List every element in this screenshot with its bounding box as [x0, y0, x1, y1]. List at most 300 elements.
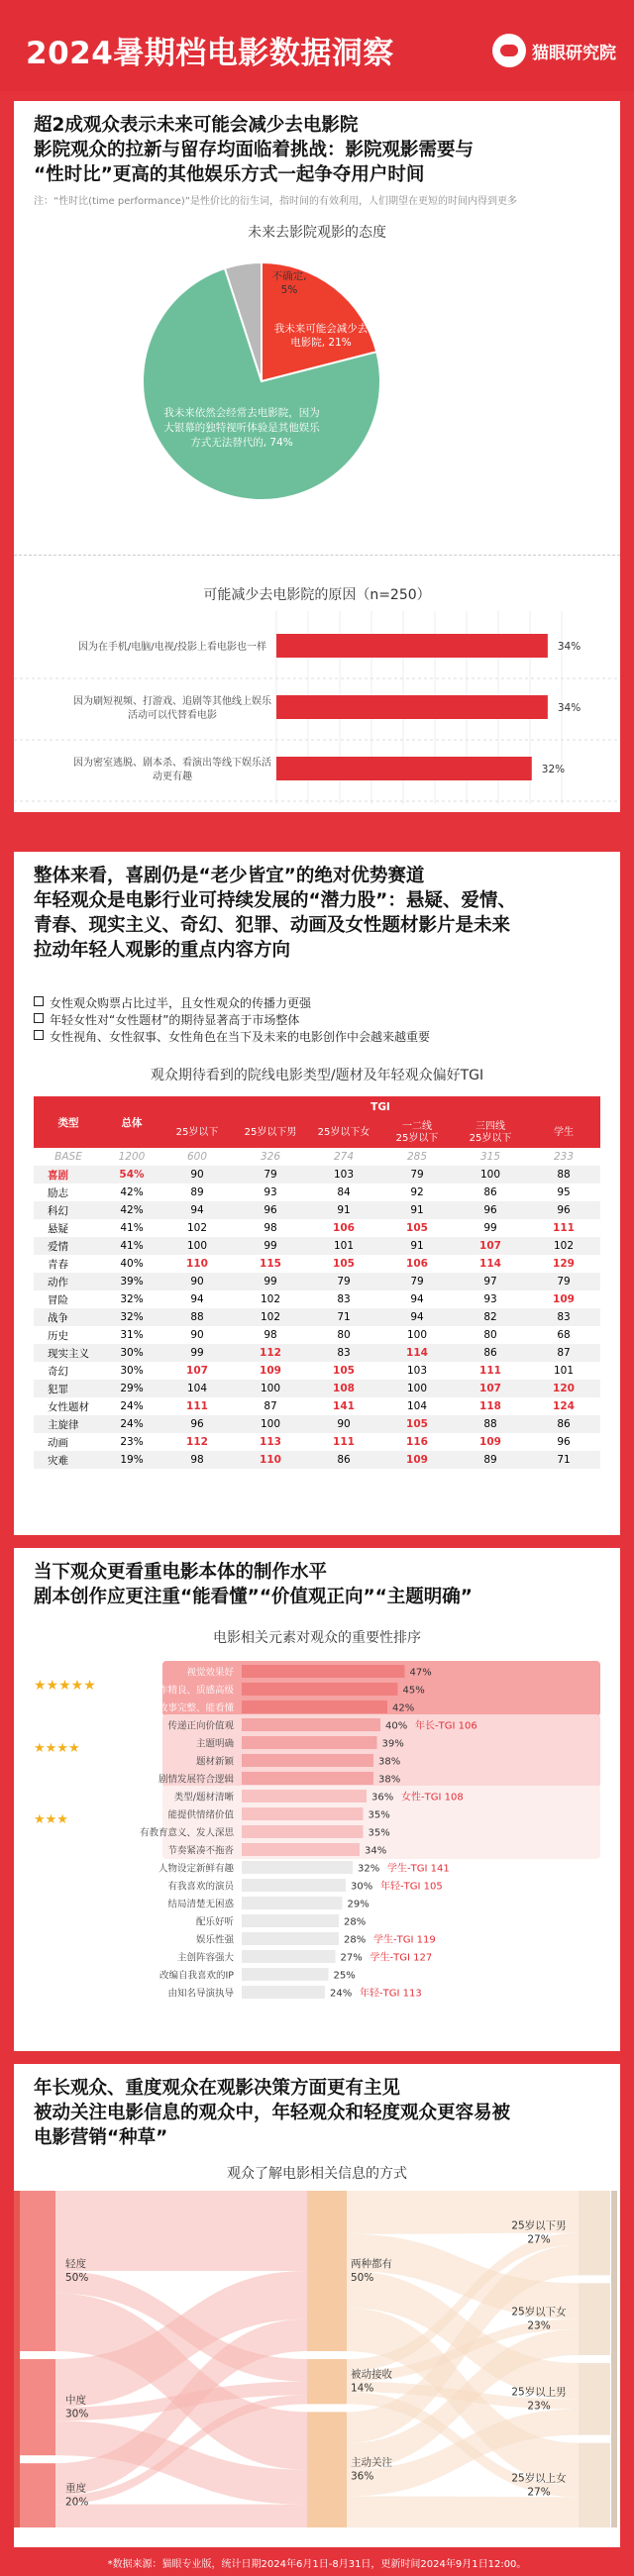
importance-value-17: [334, 1971, 356, 1982]
table-cell: 109: [380, 1451, 454, 1469]
table-cell: 103: [406, 1365, 428, 1377]
sankey-left-node-2: [16, 2463, 55, 2527]
importance-label-11: [158, 1863, 235, 1875]
sankey-right-node-1: [579, 2283, 610, 2355]
base-cell: 274: [333, 1151, 355, 1163]
table-cell: 动作: [34, 1273, 103, 1290]
importance-value-13: [348, 1900, 370, 1910]
table-cell: 战争: [34, 1308, 103, 1326]
importance-label-6-line: 剧情发展符合逻辑: [158, 1774, 234, 1786]
table-cell: 100: [160, 1237, 234, 1255]
sankey-right-label-3-line: 27%: [527, 2486, 551, 2499]
importance-bar-4: [242, 1736, 377, 1749]
pie-label-reduce-line: 我未来可能会减少去: [273, 323, 369, 335]
table-cell: 101: [307, 1237, 380, 1255]
table-cell: 灾难: [34, 1451, 103, 1469]
importance-bar-15: [242, 1932, 339, 1945]
table-cell: 102: [527, 1237, 600, 1255]
table-row: [34, 1201, 600, 1219]
table-cell: 99: [483, 1222, 497, 1234]
header-cell: 总体: [103, 1096, 160, 1148]
table-cell: 99: [234, 1273, 307, 1290]
importance-value-1-line: 45%: [402, 1685, 425, 1697]
importance-label-16-line: 主创阵容强大: [176, 1952, 234, 1964]
table-cell: 96: [557, 1436, 571, 1448]
pie-label-keep-line: 方式无法替代的, 74%: [190, 437, 293, 449]
table-cell: 100: [454, 1166, 527, 1184]
table-cell: 奇幻: [48, 1365, 68, 1378]
header-cell: 类型: [34, 1096, 103, 1148]
reason-chart-title: 可能减少去电影院的原因（n=250）: [203, 587, 431, 603]
importance-label-14: [196, 1916, 235, 1928]
table-cell: 111: [333, 1436, 355, 1448]
sankey-left-label-1-line: 中度: [65, 2394, 86, 2407]
reason-bar-0: [276, 634, 548, 658]
table-cell: 24%: [120, 1400, 144, 1412]
table-cell: 42%: [120, 1186, 144, 1198]
importance-label-3-line: 传递正向价值观: [167, 1720, 234, 1732]
importance-value-15-line: 28%: [344, 1934, 367, 1946]
table-row: [34, 1433, 600, 1451]
importance-label-7-line: 类型/题材清晰: [173, 1792, 234, 1803]
sankey-right-label-1-line: 23%: [527, 2319, 551, 2332]
tgi-table: [34, 1096, 600, 1469]
importance-label-1-line: 制作精良、质感高级: [149, 1685, 234, 1697]
table-row: [34, 1451, 600, 1469]
table-cell: 100: [406, 1329, 428, 1341]
importance-value-18: [330, 1989, 352, 2000]
table-cell: 喜剧: [34, 1166, 103, 1184]
importance-value-16: [341, 1953, 363, 1964]
importance-label-8-line: 能提供情绪价值: [167, 1809, 234, 1821]
table-cell: 109: [553, 1293, 575, 1305]
section2-title-line4: 拉动年轻人观影的重点内容方向: [34, 940, 291, 961]
table-row: [34, 1255, 600, 1273]
importance-value-1: [403, 1686, 425, 1697]
section1-title-line2: 影院观众的拉新与留存均面临着挑战：影院观影需要与: [34, 140, 475, 160]
importance-value-14: [344, 1917, 366, 1928]
importance-tgi-16-line: 学生-TGI 127: [370, 1952, 433, 1964]
table-cell: 113: [260, 1436, 281, 1448]
table-cell: 115: [260, 1258, 281, 1270]
table-cell: 89: [454, 1451, 527, 1469]
importance-tgi-12: [380, 1880, 443, 1893]
table-cell: 79: [234, 1166, 307, 1184]
table-cell: 111: [479, 1365, 501, 1377]
table-cell: 112: [234, 1344, 307, 1362]
importance-label-8: [167, 1809, 234, 1821]
importance-value-7: [371, 1793, 393, 1803]
importance-label-3: [167, 1720, 234, 1732]
importance-label-12: [167, 1881, 235, 1893]
table-cell: 79: [380, 1166, 454, 1184]
table-cell: 94: [160, 1201, 234, 1219]
table-cell: 105: [406, 1222, 428, 1234]
card-info-source: [14, 2064, 620, 2547]
importance-label-14-line: 配乐好听: [195, 1916, 234, 1928]
reason-label-0: [78, 640, 266, 653]
table-cell: 95: [557, 1186, 571, 1198]
section2-title-line3: 青春、现实主义、奇幻、犯罪、动画及女性题材影片是未来: [34, 915, 511, 936]
table-cell: 129: [553, 1258, 575, 1270]
importance-bar-9: [242, 1825, 364, 1838]
table-cell: 30%: [103, 1344, 160, 1362]
importance-label-12-line: 有我喜欢的演员: [167, 1881, 234, 1893]
importance-label-15-line: 娱乐性强: [195, 1934, 234, 1946]
header-tgi: TGI: [160, 1096, 600, 1118]
sankey-right-label-3-line: 25岁以上女: [511, 2472, 567, 2485]
importance-tgi-18-line: 年轻-TGI 113: [360, 1988, 422, 2000]
page-header: [0, 0, 634, 91]
table-cell: 31%: [120, 1329, 144, 1341]
table-cell: 励志: [48, 1186, 68, 1199]
table-cell: 82: [454, 1308, 527, 1326]
table-cell: 99: [234, 1237, 307, 1255]
footnote-time-performance: 注：“性时比(time performance)”是性价比的衍生词，指时间的有效利用，人们期望在更短的时间内得到更多: [34, 196, 517, 207]
table-cell: 104: [160, 1380, 234, 1397]
importance-bar-5: [242, 1754, 373, 1767]
bullet-1: 女性观众购票占比过半，且女性观众的传播力更强: [34, 994, 311, 1011]
table-cell: 83: [307, 1344, 380, 1362]
sankey-flow-right: [347, 2497, 579, 2527]
importance-value-10-line: 34%: [365, 1845, 387, 1857]
table-row: [34, 1326, 600, 1344]
importance-label-18-line: 由知名导演执导: [167, 1988, 234, 2000]
table-cell: 冒险: [48, 1293, 68, 1306]
importance-bar-10: [242, 1843, 360, 1856]
reason-label-1: [73, 694, 272, 721]
table-cell: 94: [410, 1293, 424, 1305]
sankey-right-node-3: [579, 2443, 610, 2527]
importance-value-3-line: 40%: [385, 1720, 408, 1732]
table-cell: 87: [527, 1344, 600, 1362]
importance-bar-0: [242, 1665, 405, 1678]
sankey-right-edge: [611, 2191, 617, 2527]
importance-value-8: [369, 1810, 390, 1821]
importance-tgi-11: [387, 1862, 450, 1875]
importance-label-2: [158, 1702, 235, 1714]
table-cell: 107: [454, 1380, 527, 1397]
table-cell: 102: [186, 1222, 208, 1234]
table-row: [34, 1184, 600, 1201]
importance-bar-17: [242, 1968, 329, 1981]
importance-stars-0: [34, 1678, 96, 1694]
table-cell: 87: [264, 1400, 277, 1412]
table-row: [34, 1380, 600, 1397]
importance-label-1: [149, 1685, 234, 1697]
sankey-mid-label-0-line: 两种都有: [351, 2258, 392, 2270]
importance-label-11-line: 人物设定新鲜有趣: [158, 1863, 234, 1875]
importance-value-0-line: 47%: [409, 1667, 432, 1679]
table-cell: 100: [234, 1380, 307, 1397]
importance-label-9-line: 有教育意义、发人深思: [139, 1827, 234, 1839]
table-cell: 98: [264, 1329, 277, 1341]
importance-value-6: [378, 1775, 400, 1786]
importance-stars-2: [34, 1812, 68, 1827]
header-cell: 25岁以下女: [307, 1118, 380, 1148]
table-cell: 39%: [103, 1273, 160, 1290]
table-cell: 71: [307, 1308, 380, 1326]
section4-title-line2: 被动关注电影信息的观众中，年轻观众和轻度观众更容易被: [34, 2103, 511, 2123]
sankey-left-label-0-line: 50%: [65, 2272, 89, 2284]
importance-label-17: [159, 1970, 234, 1982]
elements-chart-title: 电影相关元素对观众的重要性排序: [213, 1630, 421, 1646]
base-cell: 326: [260, 1151, 281, 1163]
table-cell: 现实主义: [34, 1344, 103, 1362]
header-cell: 25岁以下: [160, 1118, 234, 1148]
section4-title-line1: 年长观众、重度观众在观影决策方面更有主见: [34, 2078, 401, 2099]
importance-label-2-line: 故事完整、能看懂: [158, 1702, 234, 1714]
table-cell: 141: [333, 1400, 355, 1412]
reason-label-2-line: 动更有趣: [153, 772, 192, 782]
sankey-right-label-0-line: 25岁以下男: [511, 2219, 567, 2232]
importance-bar-14: [242, 1914, 339, 1927]
header-cell: 一二线 25岁以下: [380, 1118, 454, 1148]
sankey-mid-node-1: [307, 2359, 347, 2404]
pie-label-keep-line: 大银幕的独特视听体验是其他娱乐: [163, 422, 320, 434]
importance-label-4-line: 主题明确: [195, 1738, 234, 1750]
table-cell: 30%: [120, 1365, 144, 1377]
sankey-left-label-1-line: 30%: [65, 2408, 89, 2421]
importance-bar-2: [242, 1700, 387, 1713]
sankey-mid-label-2-line: 主动关注: [351, 2456, 392, 2469]
reason-label-2: [73, 756, 271, 782]
bullet-2: 年轻女性对“女性题材”的期待显著高于市场整体: [34, 1011, 299, 1028]
importance-bar-6: [242, 1772, 373, 1785]
card-attitude: [14, 101, 620, 812]
table-row: [34, 1344, 600, 1362]
table-cell: 91: [380, 1237, 454, 1255]
importance-label-10-line: 节奏紧凑不拖沓: [167, 1845, 234, 1857]
table-cell: 91: [307, 1201, 380, 1219]
importance-stars-1-line: ★★★★: [34, 1741, 80, 1756]
sankey-right-node-0: [579, 2191, 610, 2275]
importance-tgi-11-line: 学生-TGI 141: [387, 1863, 450, 1875]
importance-bar-11: [242, 1861, 353, 1874]
base-cell: BASE: [54, 1151, 82, 1163]
table-cell: 主旋律: [34, 1415, 103, 1433]
section3-title-line1: 当下观众更看重电影本体的制作水平: [34, 1562, 328, 1583]
table-cell: 120: [527, 1380, 600, 1397]
table-cell: 99: [160, 1344, 234, 1362]
importance-label-6: [158, 1774, 235, 1786]
pie-label-unsure-line: 不确定,: [271, 270, 307, 282]
importance-value-4: [382, 1739, 404, 1750]
importance-value-16-line: 27%: [340, 1952, 363, 1964]
reason-value-1-line: 34%: [557, 702, 581, 714]
table-cell: 124: [553, 1400, 575, 1412]
table-cell: 110: [234, 1451, 307, 1469]
attitude-pie-chart: [14, 248, 620, 535]
table-cell: 105: [333, 1258, 355, 1270]
sankey-mid-label-0-line: 50%: [351, 2272, 374, 2284]
table-cell: 88: [527, 1166, 600, 1184]
importance-tgi-15-line: 学生-TGI 119: [373, 1934, 436, 1946]
sankey-flow-left: [55, 2505, 307, 2527]
table-row: [34, 1237, 600, 1255]
table-cell: 41%: [103, 1237, 160, 1255]
table-cell: 90: [160, 1166, 234, 1184]
table-cell: 103: [307, 1166, 380, 1184]
importance-tgi-7-line: 女性-TGI 108: [401, 1792, 464, 1803]
table-cell: 84: [337, 1186, 351, 1198]
tgi-table-title: 观众期待看到的院线电影类型/题材及年轻观众偏好TGI: [150, 1068, 484, 1083]
table-cell: 100: [380, 1380, 454, 1397]
importance-label-9: [140, 1827, 235, 1839]
importance-value-14-line: 28%: [344, 1916, 367, 1928]
importance-value-6-line: 38%: [378, 1774, 401, 1786]
importance-bar-18: [242, 1986, 325, 1999]
table-cell: 105: [380, 1415, 454, 1433]
importance-stars-0-line: ★★★★★: [34, 1678, 96, 1694]
table-cell: 90: [160, 1273, 234, 1290]
table-cell: 107: [454, 1237, 527, 1255]
importance-stars-2-line: ★★★: [34, 1812, 68, 1827]
page-title: 2024暑期档电影数据洞察: [26, 36, 394, 71]
table-cell: 92: [410, 1186, 424, 1198]
importance-tgi-3-line: 年长-TGI 106: [415, 1720, 477, 1732]
table-cell: 96: [454, 1201, 527, 1219]
table-cell: 29%: [103, 1380, 160, 1397]
sankey-left-edge: [14, 2191, 20, 2527]
table-cell: 98: [160, 1451, 234, 1469]
table-row: [34, 1219, 600, 1237]
importance-bar-13: [242, 1897, 343, 1909]
importance-tgi-7: [401, 1791, 464, 1803]
table-header-row: [34, 1096, 600, 1118]
table-cell: 86: [527, 1415, 600, 1433]
table-cell: 动画: [48, 1436, 68, 1449]
table-cell: 32%: [103, 1308, 160, 1326]
importance-value-4-line: 39%: [381, 1738, 404, 1750]
info-source-sankey: [14, 2191, 620, 2537]
table-cell: 96: [527, 1201, 600, 1219]
table-cell: 102: [260, 1293, 281, 1305]
table-cell: 100: [234, 1415, 307, 1433]
importance-value-18-line: 24%: [330, 1988, 353, 2000]
importance-stars-1: [34, 1741, 80, 1756]
table-cell: 107: [186, 1365, 208, 1377]
sankey-mid-label-1-line: 14%: [351, 2382, 374, 2395]
table-cell: 109: [260, 1365, 281, 1377]
table-cell: 104: [406, 1400, 428, 1412]
importance-label-4: [196, 1738, 235, 1750]
importance-value-9: [369, 1828, 390, 1839]
table-cell: 90: [190, 1329, 204, 1341]
table-cell: 102: [234, 1308, 307, 1326]
table-cell: 青春: [48, 1258, 68, 1271]
importance-tgi-15: [373, 1933, 436, 1946]
table-cell: 54%: [103, 1166, 160, 1184]
table-cell: 98: [264, 1222, 277, 1234]
sankey-left-label-2-line: 20%: [65, 2496, 89, 2509]
table-row: [34, 1308, 600, 1326]
importance-value-9-line: 35%: [368, 1827, 390, 1839]
bullet-3: 女性视角、女性叙事、女性角色在当下及未来的电影创作中会越来越重要: [34, 1028, 430, 1045]
table-row: [34, 1290, 600, 1308]
header-cell: 25岁以下男: [234, 1118, 307, 1148]
importance-value-0: [410, 1668, 432, 1679]
importance-label-15: [196, 1934, 235, 1946]
table-cell: 86: [483, 1186, 497, 1198]
reason-label-2-line: 因为密室逃脱、剧本杀、看演出等线下娱乐活: [73, 758, 271, 769]
importance-bar-3: [242, 1718, 380, 1731]
importance-value-15: [344, 1935, 366, 1946]
reason-label-0-line: 因为在手机/电脑/电视/投影上看电影也一样: [77, 642, 267, 653]
base-cell: 233: [553, 1151, 575, 1163]
table-cell: 88: [454, 1415, 527, 1433]
importance-value-2-line: 42%: [392, 1702, 415, 1714]
table-cell: 101: [553, 1365, 575, 1377]
sankey-right-label-2-line: 25岁以上男: [511, 2386, 567, 2399]
importance-value-17-line: 25%: [333, 1970, 356, 1982]
sankey-mid-node-2: [307, 2412, 347, 2527]
sankey-right-label-0-line: 27%: [527, 2233, 551, 2246]
table-cell: 80: [483, 1329, 497, 1341]
card-genre: [14, 852, 620, 1535]
section3-title-line2: 剧本创作应更注重“能看懂”“价值观正向”“主题明确”: [34, 1587, 473, 1607]
table-cell: 79: [307, 1273, 380, 1290]
table-cell: 90: [307, 1415, 380, 1433]
importance-bar-8: [242, 1807, 364, 1820]
importance-label-13: [167, 1899, 234, 1910]
table-cell: 96: [234, 1201, 307, 1219]
importance-value-5-line: 38%: [378, 1756, 401, 1768]
importance-value-5: [378, 1757, 400, 1768]
table-cell: 79: [380, 1273, 454, 1290]
importance-value-11: [358, 1864, 379, 1875]
table-cell: 历史: [48, 1329, 68, 1342]
table-cell: 94: [380, 1308, 454, 1326]
table-cell: 86: [454, 1344, 527, 1362]
table-cell: 32%: [120, 1293, 144, 1305]
table-cell: 110: [186, 1258, 208, 1270]
header-cell: 学生: [527, 1118, 600, 1148]
footer-source: *数据来源：猫眼专业版，统计日期2024年6月1日-8月31日，更新时间2024年9月1日12:00。: [107, 2559, 527, 2570]
table-cell: 71: [527, 1451, 600, 1469]
importance-label-0: [186, 1667, 234, 1679]
importance-value-3: [385, 1721, 407, 1732]
importance-tgi-3: [415, 1719, 477, 1732]
sankey-chart-title: 观众了解电影相关信息的方式: [227, 2166, 407, 2182]
brand-logo: [492, 34, 616, 67]
table-cell: 108: [307, 1380, 380, 1397]
base-cell: 315: [479, 1151, 501, 1163]
importance-value-2: [392, 1703, 414, 1714]
reason-bar-chart: [14, 611, 620, 809]
brand-name: 猫眼研究院: [532, 43, 616, 63]
header-cell: 三四线 25岁以下: [454, 1118, 527, 1148]
pie-label-unsure-line: 5%: [280, 284, 298, 296]
table-cell: 114: [380, 1344, 454, 1362]
sankey-left-label-2-line: 重度: [65, 2482, 86, 2495]
pie-chart-title: 未来去影院观影的态度: [248, 225, 386, 241]
table-cell: 106: [406, 1258, 428, 1270]
importance-value-10: [365, 1846, 386, 1857]
table-cell: 94: [190, 1293, 204, 1305]
reason-value-0: [558, 641, 581, 653]
table-cell: 犯罪: [34, 1380, 103, 1397]
table-cell: 42%: [103, 1201, 160, 1219]
reason-bar-1: [276, 695, 548, 719]
importance-value-12: [351, 1882, 372, 1893]
table-cell: 116: [406, 1436, 428, 1448]
table-cell: 40%: [120, 1258, 144, 1270]
table-cell: 111: [186, 1400, 208, 1412]
table-cell: 19%: [103, 1451, 160, 1469]
sankey-mid-node-0: [307, 2191, 347, 2351]
importance-label-13-line: 结局清楚无困惑: [167, 1899, 234, 1910]
